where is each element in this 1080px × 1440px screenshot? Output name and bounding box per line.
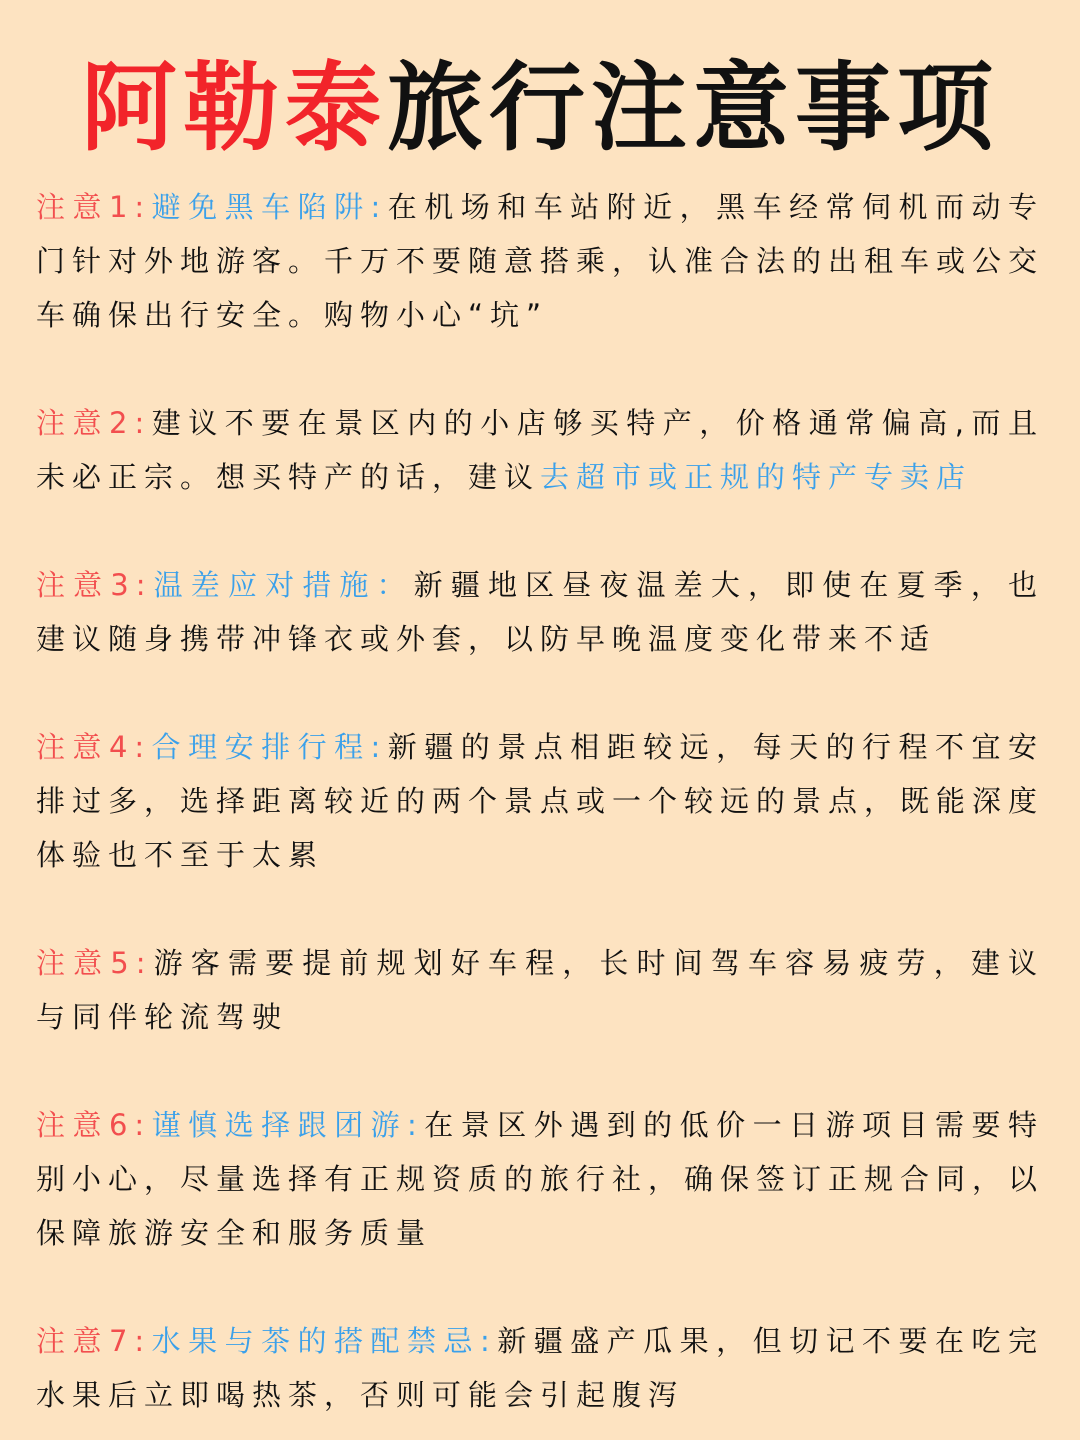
note-heading: 合理安排行程:	[151, 730, 388, 764]
page-title	[0, 0, 1080, 164]
note-label: 注意3:	[36, 568, 153, 602]
note-highlight: 去超市或正规的特产专卖店	[540, 460, 973, 494]
note-label: 注意1:	[36, 190, 152, 224]
note-text: 游客需要提前规划好车程，长时间驾车容易疲劳，建议与同伴轮流驾驶	[36, 946, 1044, 1034]
note-heading: 避免黑车陷阱:	[151, 190, 388, 224]
note-2	[36, 396, 1044, 504]
note-5	[36, 936, 1044, 1044]
note-label: 注意6:	[36, 1108, 152, 1142]
note-text: 新疆盛产瓜果，但切记不要在吃完水果后立即喝热茶，否则可能会引起腹泻	[36, 1324, 1044, 1412]
title-location: 阿勒泰	[81, 52, 387, 164]
note-text: 建议不要在景区内的小店够买特产，价格通常偏高,而且未必正宗。想买特产的话，建议	[36, 406, 1044, 494]
note-text: 新疆的景点相距较远，每天的行程不宜安排过多，选择距离较近的两个景点或一个较远的景点，既能深度体验也不至于太累	[36, 730, 1045, 872]
note-text: 在机场和车站附近，黑车经常伺机而动专门针对外地游客。千万不要随意搭乘，认准合法的出租车或公交车确保出行安全。购物小心“坑”	[36, 190, 1045, 332]
note-4	[36, 720, 1044, 882]
title-topic: 旅行注意事项	[387, 52, 999, 164]
note-heading: 水果与茶的搭配禁忌:	[151, 1324, 497, 1358]
note-label: 注意5:	[36, 946, 153, 980]
note-heading: 谨慎选择跟团游:	[151, 1108, 424, 1142]
note-label: 注意7:	[36, 1324, 152, 1358]
note-label: 注意2:	[36, 406, 152, 440]
note-heading: 温差应对措施：	[152, 568, 414, 602]
note-6	[36, 1098, 1044, 1260]
note-7	[36, 1314, 1044, 1422]
note-text: 在景区外遇到的低价一日游项目需要特别小心，尽量选择有正规资质的旅行社，确保签订正规合同，以保障旅游安全和服务质量	[36, 1108, 1045, 1250]
note-label: 注意4:	[36, 730, 152, 764]
note-text: 新疆地区昼夜温差大，即使在夏季，也建议随身携带冲锋衣或外套，以防早晚温度变化带来不适	[36, 568, 1044, 656]
note-3	[36, 558, 1044, 666]
note-1	[36, 180, 1044, 342]
